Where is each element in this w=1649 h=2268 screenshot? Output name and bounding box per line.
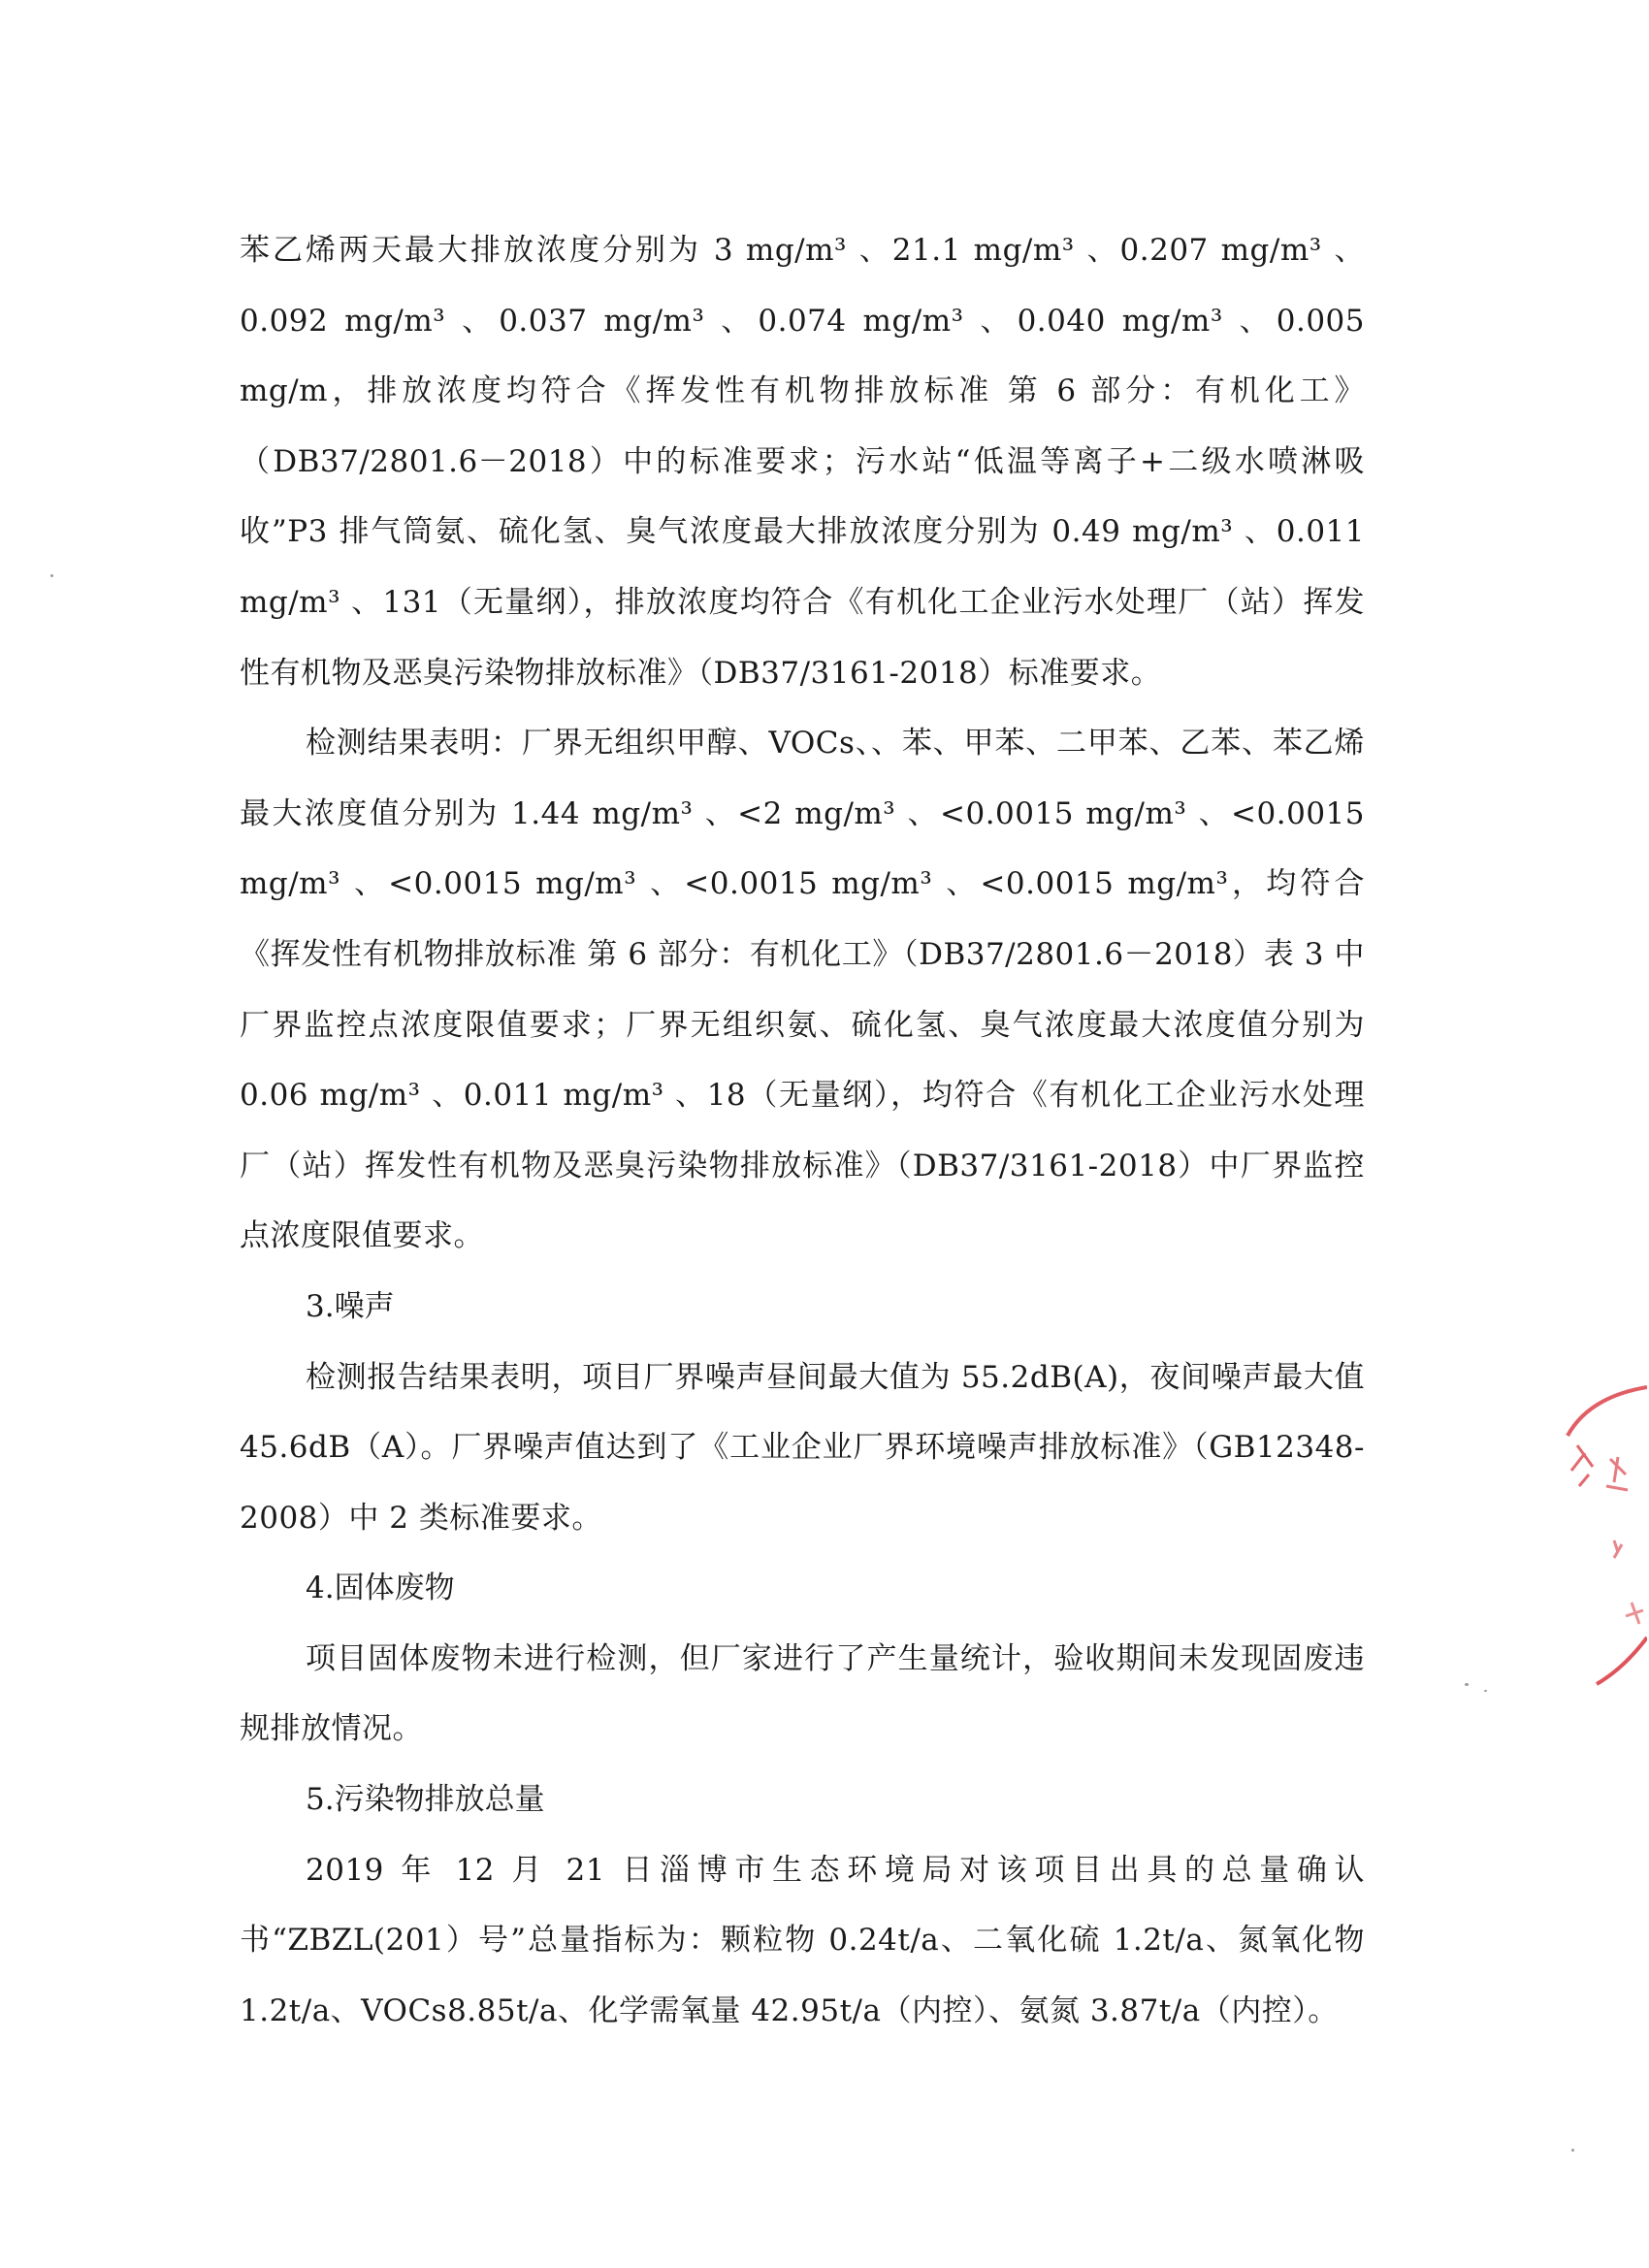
document-body: [240, 215, 1365, 2046]
paragraph-boundary-results: 检测结果表明：厂界无组织甲醇、VOCs、、苯、甲苯、二甲苯、乙苯、苯乙烯最大浓度值分别为 1.44 mg/m³ 、<2 mg/m³ 、<0.0015 mg/m³ 、<0.0015 mg/m³ 、<0.0015 mg/m³ 、<0.0015 mg/m³ 、<0.0015 mg/m³，均符合《挥发性有机物排放标准 第 6 部分：有机化工》（DB37/2801.6－2018）表 3 中厂界监控点浓度限值要求；厂界无组织氨、硫化氢、臭气浓度最大浓度值分别为 0.06 mg/m³ 、0.011 mg/m³ 、18（无量纲），均符合《有机化工企业污水处理厂（站）挥发性有机物及恶臭污染物排放标准》（DB37/3161-2018）中厂界监控点浓度限值要求。: [240, 726, 1365, 1254]
section-text-solid-waste: 项目固体废物未进行检测，但厂家进行了产生量统计，验收期间未发现固废违规排放情况。: [240, 1640, 1365, 1747]
section-text-total-emissions: 2019 年 12 月 21 日淄博市生态环境局对该项目出具的总量确认书“ZBZL(201）号”总量指标为：颗粒物 0.24t/a、二氧化硫 1.2t/a、氮氧化物 1.2t/a、VOCs8.85t/a、化学需氧量 42.95t/a（内控）、氨氮 3.87t/a（内控）。: [240, 1852, 1365, 2028]
scan-speck: [1571, 2149, 1574, 2152]
paragraph-voc-emissions: 苯乙烯两天最大排放浓度分别为 3 mg/m³ 、21.1 mg/m³ 、0.207 mg/m³ 、0.092 mg/m³ 、0.037 mg/m³ 、0.074 mg/m³ 、0.040 mg/m³ 、0.005 mg/m，排放浓度均符合《挥发性有机物排放标准 第 6 部分：有机化工》（DB37/2801.6－2018）中的标准要求；污水站“低温等离子+二级水喷淋吸收”P3 排气筒氨、硫化氢、臭气浓度最大排放浓度分别为 0.49 mg/m³ 、0.011 mg/m³ 、131（无量纲），排放浓度均符合《有机化工企业污水处理厂（站）挥发性有机物及恶臭污染物排放标准》（DB37/3161-2018）标准要求。: [240, 233, 1365, 691]
section-heading-solid-waste: 4.固体废物: [306, 1571, 455, 1606]
scan-speck: [1465, 1683, 1469, 1686]
section-heading-total-emissions: 5.污染物排放总量: [306, 1782, 545, 1818]
section-heading-noise: 3.噪声: [306, 1288, 395, 1324]
scan-speck: [50, 574, 53, 577]
seal-stamp-fragment: [1550, 1377, 1647, 1698]
scan-speck: [1484, 1690, 1487, 1692]
section-text-noise: 检测报告结果表明，项目厂界噪声昼间最大值为 55.2dB(A)，夜间噪声最大值 45.6dB（A）。厂界噪声值达到了《工业企业厂界环境噪声排放标准》（GB12348-2008）中 2 类标准要求。: [240, 1359, 1365, 1536]
